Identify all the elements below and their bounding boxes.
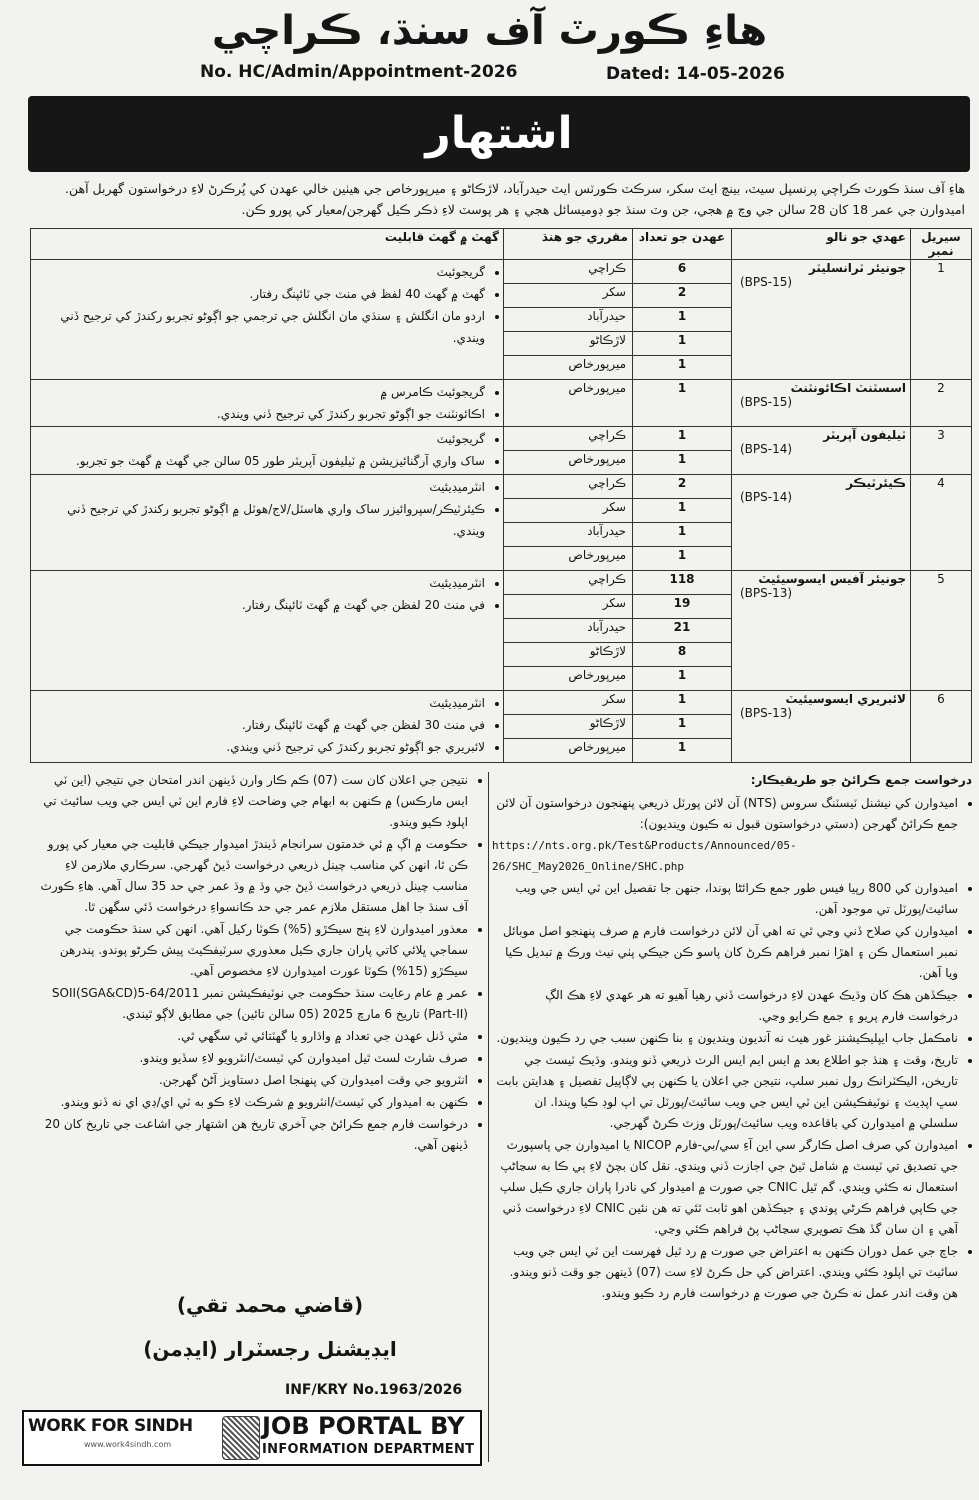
post-bps: (BPS-15) <box>740 275 793 289</box>
qualification-item: • گريجوئيٽ <box>35 261 485 283</box>
column-divider <box>488 772 489 1462</box>
note-item: • معذور اميدوارن لاءِ پنج سيڪڙو (5%) ڪوٽا رکيل آهي. انهن کي سنڌ حڪومت جي سماجي ڀلائي کاتي پاران جاري ڪيل معذوري سرٽيفڪيٽ پيش ڪرڻو پوندو. پندرهن سيڪڙو (15%) ڪوٽا عورت اميدوارن لاءِ مخصوص آهي. <box>30 919 468 982</box>
table-row <box>31 691 972 715</box>
procedure-text: اميدوارن کي صلاح ڏني وڃي ٿي ته اهي آن لائن درخواست فارم ۾ صرف پنهنجو اصل موبائل نمبر استعمال ڪن ۽ اهڙا نمبر فراهم ڪرڻ کان پاسو ڪن جيڪي پٺي نيٽ ورڪ ۾ تبديل ڪيا ويا آهن. <box>503 924 958 980</box>
posting-city-cell: ميرپورخاص <box>504 356 633 380</box>
post-bps: (BPS-15) <box>740 395 793 409</box>
note-item: • درخواست فارم جمع ڪرائڻ جي آخري تاريخ هن اشتهار جي اشاعت جي تاريخ کان 20 ڏينهن آهي. <box>30 1114 468 1156</box>
posting-city-cell: ڪراچي <box>504 427 633 451</box>
post-count-cell: 1 <box>633 499 732 523</box>
advertisement-banner <box>28 96 970 172</box>
post-name: ٽيليفون آپريٽر <box>823 428 906 442</box>
qualification-list <box>35 428 499 472</box>
note-item: • نتيجن جي اعلان کان ست (07) ڪم ڪار وارن ڏينهن اندر امتحان جي نتيجي (اين ٽي ايس مارڪس) ۾ ڪنهن به ابهام جي وضاحت لاءِ فارم اين ٽي ايس جي ويب سائيٽ تي اپلوڊ ڪيو ويندو. <box>30 770 468 833</box>
work-for-sindh-logo-text: WORK FOR SINDH <box>28 1416 193 1436</box>
serial-cell: 6 <box>911 691 972 763</box>
procedure-text: اميدوارن کي نيشنل ٽيسٽنگ سروس (NTS) آن لائن پورٽل ذريعي پنهنجون درخواستون آن لائن جمع ڪرائڻ گهرجن (دستي درخواستون قبول نه ڪيون وينديون): <box>496 796 958 831</box>
procedure-item <box>492 1028 958 1049</box>
procedure-text: جاچ جي عمل دوران ڪنهن به اعتراض جي صورت ۾ رد ٿيل فهرست اين ٽي ايس جي ويب سائيٽ تي اپلوڊ ڪئي ويندي. اعتراض کي حل ڪرڻ لاءِ ست (07) ڏينهن جو وقت ڏنو ويندو. هن وقت اندر عمل نه ڪرڻ جي صورت ۾ درخواست فارم رد ڪيو ويندو. <box>509 1244 958 1300</box>
inf-number: INF/KRY No.1963/2026 <box>285 1382 463 1398</box>
note-item: • صرف شارٽ لسٽ ٿيل اميدوارن کي ٽيسٽ/انٽرويو لاءِ سڏيو ويندو. <box>30 1048 468 1069</box>
qualification-cell <box>31 571 504 691</box>
date-line: Dated: 14-05-2026 <box>606 64 785 84</box>
table-row <box>31 260 972 284</box>
qualification-list <box>35 381 499 425</box>
nts-portal-link[interactable]: https://nts.org.pk/Test&Products/Announced/05-26/SHC_May2026_Online/SHC.php <box>492 839 797 873</box>
sindh-emblem-icon <box>222 1416 260 1460</box>
header-qualification: گهٽ ۾ گهٽ قابليت <box>31 229 504 260</box>
procedure-item <box>492 921 958 984</box>
posting-city-cell: ميرپورخاص <box>504 667 633 691</box>
post-name: اسسٽنٽ اڪائونٽنٽ <box>790 381 906 395</box>
post-count-cell: 1 <box>633 691 732 715</box>
banner-title: اشتهار <box>425 108 573 159</box>
post-count-cell: 1 <box>633 547 732 571</box>
header-serial: سيريل نمبر <box>911 229 972 260</box>
notes-column <box>30 770 482 1157</box>
posting-city-cell: لاڙڪاڻو <box>504 332 633 356</box>
posting-city-cell: حيدرآباد <box>504 619 633 643</box>
post-count-cell: 2 <box>633 284 732 308</box>
serial-cell: 3 <box>911 427 972 475</box>
qualification-item: • ساک واري آرگنائيزيشن ۾ ٽيليفون آپريٽر طور 05 سالن جي گهٽ ۾ گهٽ جو تجربو. <box>35 450 485 472</box>
qualification-item: • اردو مان انگلش ۽ سنڌي مان انگلش جي ترجمي جو اڳوڻو تجربو رکندڙ کي ترجيح ڏني ويندي. <box>35 305 485 349</box>
qualification-list <box>35 572 499 616</box>
table-row <box>31 380 972 427</box>
post-name: لائبريري ايسوسيئيٽ <box>785 692 906 706</box>
procedure-item <box>492 1050 958 1134</box>
qualification-list <box>35 261 499 349</box>
qualification-item: • گهٽ ۾ گهٽ 40 لفظ في منٽ جي ٽائپنگ رفتار. <box>35 283 485 305</box>
post-name: ڪيئرٽيڪر <box>846 476 906 490</box>
procedure-heading: درخواست جمع ڪرائڻ جو طريقيڪار: <box>750 773 972 787</box>
post-bps: (BPS-13) <box>740 706 793 720</box>
court-title: هاءِ ڪورٽ آف سنڌ، ڪراچي <box>211 8 768 54</box>
qualification-item: • في منٽ 20 لفظن جي گهٽ ۾ گهٽ ٽائپنگ رفتار. <box>35 594 485 616</box>
post-cell <box>732 427 911 475</box>
procedure-item <box>492 985 958 1027</box>
post-count-cell: 6 <box>633 260 732 284</box>
qualification-item: • انٽرميڊيئيٽ <box>35 476 485 498</box>
qualification-item: • اڪائونٽنٽ جو اڳوڻو تجربو رکندڙ کي ترجيح ڏني ويندي. <box>35 403 485 425</box>
post-cell <box>732 475 911 571</box>
post-name: جونيئر آفيس ايسوسيئيٽ <box>758 572 906 586</box>
post-count-cell: 1 <box>633 380 732 427</box>
serial-cell: 2 <box>911 380 972 427</box>
post-bps: (BPS-14) <box>740 490 793 504</box>
job-portal-text: JOB PORTAL BY <box>262 1412 465 1440</box>
posting-city-cell: ڪراچي <box>504 260 633 284</box>
table-row <box>31 427 972 451</box>
posting-city-cell: ڪراچي <box>504 571 633 595</box>
post-count-cell: 118 <box>633 571 732 595</box>
posting-city-cell: حيدرآباد <box>504 308 633 332</box>
procedure-text: تاريخ، وقت ۽ هنڌ جو اطلاع بعد ۾ ايس ايم ايس الرٽ ذريعي ڏنو ويندو. وڌيڪ ٽيسٽ جي تاريخن، اليڪٽرانڪ رول نمبر سلپ، نتيجن جي اعلان يا ڪنهن ٻي لاڳاپيل تفصيل ۽ هدايتن بابت سڀ اپڊيٽ ۽ نوٽيفڪيشن اين ٽي ايس جي ويب سائيٽ/پورٽل تي اپ لوڊ ڪيا ويندا. ان سلسلي ۾ اميدوارن کي باقاعده ويب سائيٽ/پورٽل وزٽ ڪرڻ گهرجي. <box>496 1053 958 1130</box>
posting-city-cell: حيدرآباد <box>504 523 633 547</box>
signatory-title: ايڊيشنل رجسٽرار (ايڊمن) <box>143 1337 397 1361</box>
post-count-cell: 19 <box>633 595 732 619</box>
posting-city-cell: سکر <box>504 284 633 308</box>
post-count-cell: 1 <box>633 667 732 691</box>
posting-city-cell: لاڙڪاڻو <box>504 715 633 739</box>
procedure-text: اميدوارن کي 800 رپيا فيس طور جمع ڪرائڻا پوندا، جنهن جا تفصيل اين ٽي ايس جي ويب سائيٽ/پورٽل تي موجود آهن. <box>515 881 958 916</box>
note-item: • حڪومت ۾ اڳ ۾ ئي خدمتون سرانجام ڏيندڙ اميدوار جيڪي قابليت جي معيار کي پورو ڪن ٿا، انهن کي مناسب چينل ذريعي درخواست ڏيڻ گهرجي. سرڪاري ملازمن لاءِ مناسب چينل ذريعي درخواست ڏيڻ جي وڌ ۾ وڌ عمر جي حد 35 سال آهي. هاءِ ڪورٽ آف سنڌ جا اهل مستقل ملازم عمر جي حد ڪانسواءِ درخواست ڏئي سگهن ٿا. <box>30 834 468 918</box>
posting-city-cell: ميرپورخاص <box>504 739 633 763</box>
posting-city-cell: ڪراچي <box>504 475 633 499</box>
procedure-text: جيڪڏهن هڪ کان وڌيڪ عهدن لاءِ درخواست ڏني رهيا آهيو ته هر عهدي لاءِ هڪ الڳ درخواست فارم پريو ۽ جمع ڪرايو وڃي. <box>545 988 958 1023</box>
post-cell <box>732 691 911 763</box>
header-count: عهدن جو تعداد <box>633 229 732 260</box>
work-for-sindh-site: www.work4sindh.com <box>84 1440 172 1449</box>
qualification-item: • گريجوئيٽ ڪامرس ۾ <box>35 381 485 403</box>
serial-cell: 5 <box>911 571 972 691</box>
qualification-cell <box>31 380 504 427</box>
post-count-cell: 1 <box>633 332 732 356</box>
qualification-item: • في منٽ 30 لفظن جي گهٽ ۾ گهٽ ٽائپنگ رفتار. <box>35 714 485 736</box>
post-cell <box>732 260 911 380</box>
post-count-cell: 1 <box>633 356 732 380</box>
posting-city-cell: ميرپورخاص <box>504 547 633 571</box>
qualification-cell <box>31 475 504 571</box>
post-count-cell: 1 <box>633 451 732 475</box>
table-row <box>31 475 972 499</box>
procedure-text: اميدوارن کي صرف اصل ڪارگر سي اين آءِ سي/بي-فارم NICOP يا اميدوارن جي پاسپورٽ جي تصديق تي ٽيسٽ ۾ شامل ٿيڻ جي اجازت ڏني ويندي. نقل کان بچڻ لاءِ ٻي ڪا به سڃاڻپ استعمال نه ڪئي ويندي. گم ٿيل CNIC جي صورت ۾ اميدوار کي نادرا پاران جاري ڪيل سلپ جي ڪاپي فراهم ڪرڻي پوندي ۽ جيڪڏهن اهو ثابت ٿئي ته هن نئين CNIC لاءِ درخواست ڏني آهي ۽ ان سان گڏ هڪ تصويري سڃاڻپ پڻ فراهم ڪئي وڃي. <box>499 1138 958 1236</box>
post-count-cell: 2 <box>633 475 732 499</box>
procedure-item <box>492 1241 958 1304</box>
qualification-cell <box>31 691 504 763</box>
procedure-item <box>492 1135 958 1240</box>
post-count-cell: 8 <box>633 643 732 667</box>
note-item: • انٽرويو جي وقت اميدوارن کي پنهنجا اصل دستاويز آڻڻ گهرجن. <box>30 1070 468 1091</box>
posts-table-body <box>31 260 972 763</box>
job-portal-footer <box>22 1410 482 1466</box>
posting-city-cell: ميرپورخاص <box>504 380 633 427</box>
note-item: • عمر ۾ عام رعايت سنڌ حڪومت جي نوٽيفڪيشن نمبر SOII(SGA&CD)5-64/2011 (Part-II) تاريخ 6 مارچ 2025 (05 سالن تائين) جي مطابق لاڳو ٿيندي. <box>30 983 468 1025</box>
qualification-list <box>35 692 499 758</box>
post-count-cell: 1 <box>633 308 732 332</box>
procedure-item <box>492 793 958 877</box>
post-count-cell: 1 <box>633 715 732 739</box>
qualification-list <box>35 476 499 542</box>
serial-cell: 1 <box>911 260 972 380</box>
post-count-cell: 1 <box>633 523 732 547</box>
posting-city-cell: سکر <box>504 691 633 715</box>
qualification-item: • لائبريري جو اڳوڻو تجربو رکندڙ کي ترجيح ڏني ويندي. <box>35 736 485 758</box>
information-department-text: INFORMATION DEPARTMENT <box>262 1442 475 1457</box>
procedure-column <box>492 770 972 1305</box>
post-count-cell: 1 <box>633 427 732 451</box>
procedure-text: نامڪمل جاب ايپليڪيشنز غور هيٺ نه آنديون وينديون ۽ بنا ڪنهن سبب جي رد ڪيون وينديون. <box>496 1031 958 1045</box>
intro-paragraph: هاءِ آف سنڌ ڪورٽ ڪراچي پرنسپل سيٽ، بينچ ايٽ سکر، سرڪٽ ڪورٽس ايٽ حيدرآباد، لاڙڪاڻو ۽ ميرپورخاص جي هيٺين خالي عهدن کي پُرڪرڻ لاءِ درخواستون گهربل آهن. اميدوارن جي عمر 18 کان 28 سالن جي وچ ۾ هجي، جن وٽ سنڌ جو ڊوميسائل هجي ۽ هر پوسٽ لاءِ ذڪر ڪيل گهرجن/معيار کي پورو ڪن. <box>65 181 965 217</box>
post-bps: (BPS-13) <box>740 586 793 600</box>
post-name: جونيئر ٽرانسليٽر <box>808 261 906 275</box>
qualification-item: • انٽرميڊيئيٽ <box>35 692 485 714</box>
qualification-cell <box>31 427 504 475</box>
post-count-cell: 21 <box>633 619 732 643</box>
qualification-cell <box>31 260 504 380</box>
posting-city-cell: ميرپورخاص <box>504 451 633 475</box>
reference-number: No. HC/Admin/Appointment-2026 <box>200 62 518 82</box>
posting-city-cell: سکر <box>504 595 633 619</box>
qualification-item: • گريجوئيٽ <box>35 428 485 450</box>
posting-city-cell: لاڙڪاڻو <box>504 643 633 667</box>
signatory-name: (قاضي محمد تقي) <box>176 1293 364 1317</box>
serial-cell: 4 <box>911 475 972 571</box>
note-item: • ڪنهن به اميدوار کي ٽيسٽ/انٽرويو ۾ شرڪت لاءِ ڪو به ٽي اي/ڊي اي نه ڏنو ويندو. <box>30 1092 468 1113</box>
posting-city-cell: سکر <box>504 499 633 523</box>
procedure-item <box>492 878 958 920</box>
header-city: مقرري جو هنڌ <box>504 229 633 260</box>
header-post: عهدي جو نالو <box>732 229 911 260</box>
qualification-item: • انٽرميڊيئيٽ <box>35 572 485 594</box>
post-count-cell: 1 <box>633 739 732 763</box>
notes-list <box>30 770 482 1156</box>
table-header-row <box>31 229 972 260</box>
qualification-item: • ڪيئرٽيڪر/سپروائيزر ساک واري هاسٽل/لاج/هوٽل ۾ اڳوڻو تجربو رکندڙ کي ترجيح ڏني ويندي. <box>35 498 485 542</box>
posts-table <box>30 228 972 763</box>
post-cell <box>732 571 911 691</box>
procedure-list <box>492 793 972 1304</box>
note-item: • مٿي ڏنل عهدن جي تعداد ۾ واڌارو يا گهٽتائي ٿي سگهي ٿي. <box>30 1026 468 1047</box>
table-row <box>31 571 972 595</box>
post-bps: (BPS-14) <box>740 442 793 456</box>
post-cell <box>732 380 911 427</box>
bottom-section <box>30 770 972 1470</box>
